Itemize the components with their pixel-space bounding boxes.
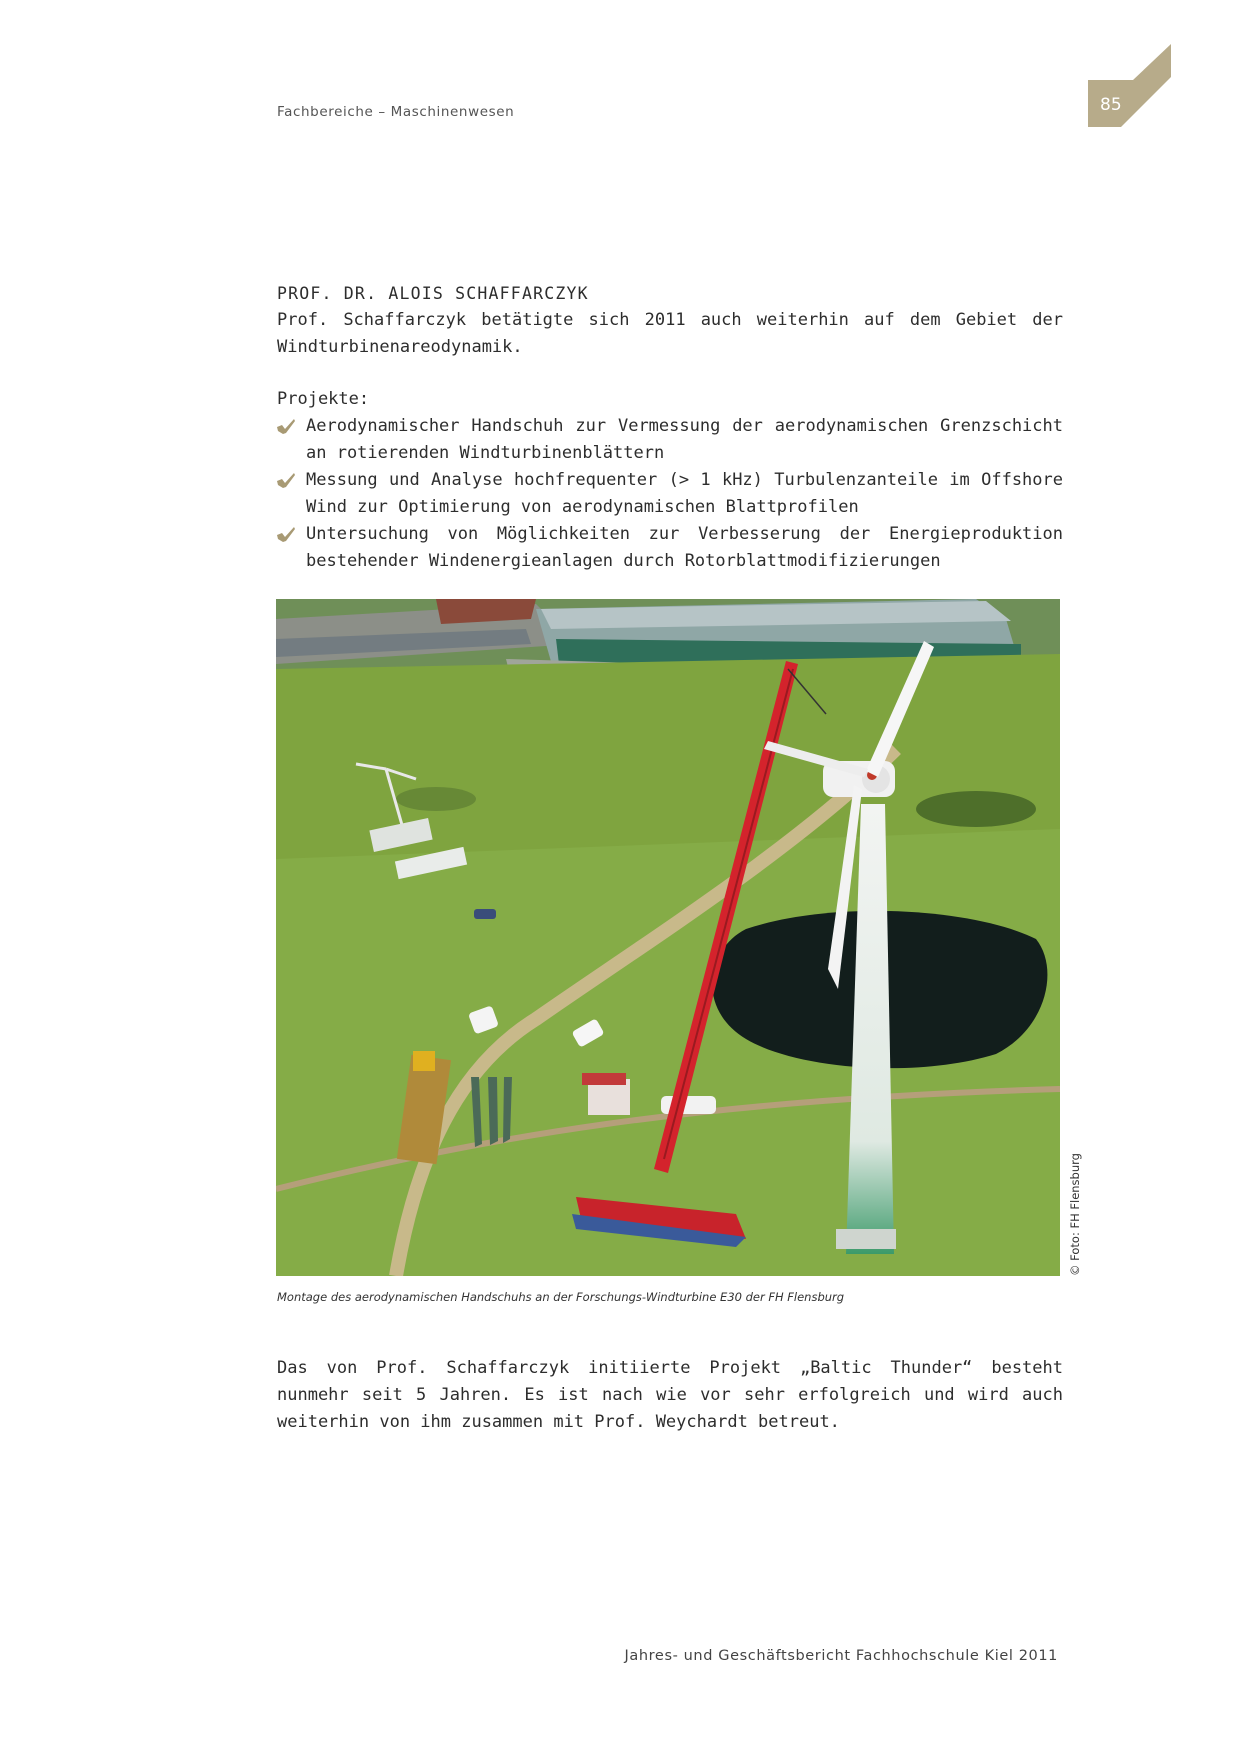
wind-turbine-photo <box>276 599 1060 1276</box>
check-icon <box>277 419 295 434</box>
intro-paragraph: Prof. Schaffarczyk betätigte sich 2011 auch weiterhin auf dem Gebiet der Windturbinenareodynamik. <box>277 310 1063 357</box>
project-list <box>277 413 1063 575</box>
projects-label: Projekte: <box>277 389 370 409</box>
photo-caption: Montage des aerodynamischen Handschuhs an der Forschungs-Windturbine E30 der FH Flensburg <box>277 1290 845 1304</box>
project-text: Aerodynamischer Handschuh zur Vermessung der aerodynamischen Grenzschicht an rotierenden Windturbinenblättern <box>306 416 1063 463</box>
page-footer: Jahres- und Geschäftsbericht Fachhochschule Kiel 2011 <box>624 1648 1058 1664</box>
list-item <box>277 467 1063 521</box>
page-number: 85 <box>1100 95 1122 115</box>
main-content <box>277 280 1063 575</box>
running-head: Fachbereiche – Maschinenwesen <box>277 104 515 120</box>
list-item <box>277 521 1063 575</box>
check-icon <box>277 473 295 488</box>
photo-credit: © Foto: FH Flensburg <box>1068 1153 1082 1276</box>
check-icon <box>277 527 295 542</box>
list-item <box>277 413 1063 467</box>
project-text: Messung und Analyse hochfrequenter (> 1 kHz) Turbulenzanteile im Offshore Wind zur Optimierung von aerodynamischen Blattprofilen <box>306 470 1063 517</box>
closing-paragraph: Das von Prof. Schaffarczyk initiierte Projekt „Baltic Thunder“ besteht nunmehr seit 5 Jahren. Es ist nach wie vor sehr erfolgreich und wird auch weiterhin von ihm zusammen mit Prof. Weychardt betreut. <box>277 1358 1063 1432</box>
project-text: Untersuchung von Möglichkeiten zur Verbesserung der Energieproduktion bestehender Windenergieanlagen durch Rotorblattmodifizierungen <box>306 524 1063 571</box>
author-heading: PROF. DR. ALOIS SCHAFFARCZYK <box>277 284 589 303</box>
